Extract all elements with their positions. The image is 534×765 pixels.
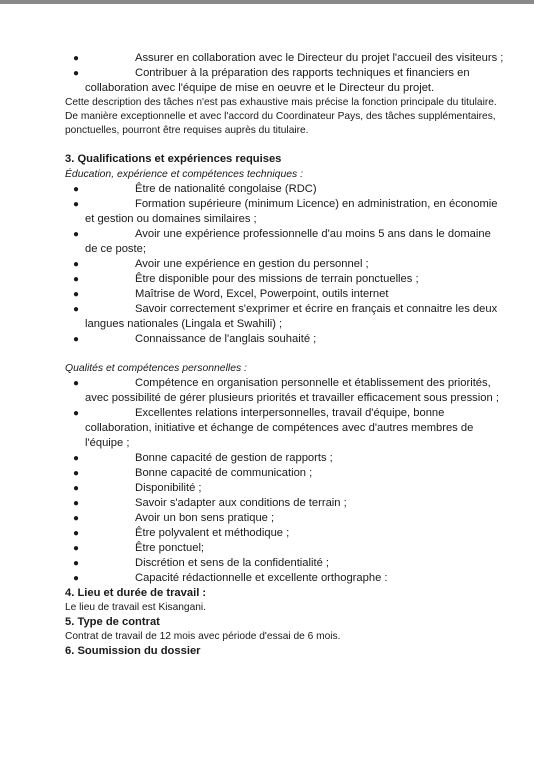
bullet-icon: ● xyxy=(73,184,80,195)
personal-qualities-subheading: Qualités et compétences personnelles : xyxy=(65,363,247,374)
list-item-text: Capacité rédactionnelle et excellente orthographe : xyxy=(135,572,388,584)
list-item xyxy=(65,227,505,257)
list-item xyxy=(65,466,505,481)
list-item-text: Assurer en collaboration avec le Directeur du projet l'accueil des visiteurs ; xyxy=(135,52,504,64)
section-5-heading: 5. Type de contrat xyxy=(65,616,160,628)
list-item-text: Être ponctuel; xyxy=(135,542,205,554)
window-top-edge xyxy=(0,0,534,4)
exception-note: De manière exceptionnelle et avec l'accord du Coordinateur Pays, des tâches supplémentaires, ponctuelles, pourront être requises auprès du titulaire. xyxy=(65,111,496,136)
section-4-heading: 4. Lieu et durée de travail : xyxy=(65,587,207,599)
bullet-icon: ● xyxy=(73,483,80,494)
bullet-icon: ● xyxy=(73,498,80,509)
list-item-text: Bonne capacité de gestion de rapports ; xyxy=(135,452,333,464)
list-item-text: Compétence en organisation personnelle et établissement des priorités, avec possibilité de gérer plusieurs priorités et travailler efficacement sous pression ; xyxy=(85,377,499,404)
list-item xyxy=(65,526,505,541)
intro-task-list xyxy=(65,51,505,96)
document-page xyxy=(65,51,505,659)
list-item-text: Bonne capacité de communication ; xyxy=(135,467,313,479)
list-item xyxy=(65,376,505,406)
contract-text: Contrat de travail de 12 mois avec période d'essai de 6 mois. xyxy=(65,631,341,642)
list-item xyxy=(65,66,505,96)
list-item-text: Maîtrise de Word, Excel, Powerpoint, outils internet xyxy=(135,288,389,300)
section-6-heading: 6. Soumission du dossier xyxy=(65,645,201,657)
list-item xyxy=(65,287,505,302)
list-item-text: Disponibilité ; xyxy=(135,482,202,494)
list-item xyxy=(65,541,505,556)
list-item xyxy=(65,496,505,511)
bullet-icon: ● xyxy=(73,68,80,79)
list-item xyxy=(65,451,505,466)
list-item-text: Contribuer à la préparation des rapports techniques et financiers en collaboration avec l'équipe de mise en oeuvre et le Directeur du projet. xyxy=(85,67,470,94)
bullet-icon: ● xyxy=(73,334,80,345)
work-location-text: Le lieu de travail est Kisangani. xyxy=(65,602,207,613)
list-item xyxy=(65,481,505,496)
bullet-icon: ● xyxy=(73,274,80,285)
list-item xyxy=(65,182,505,197)
bullet-icon: ● xyxy=(73,573,80,584)
list-item-text: Excellentes relations interpersonnelles, travail d'équipe, bonne collaboration, initiative et échange de compétences avec d'autres membres de l'équipe ; xyxy=(85,407,474,449)
section-3-heading: 3. Qualifications et expériences requises xyxy=(65,153,282,165)
list-item xyxy=(65,272,505,287)
education-subheading: Éducation, expérience et compétences techniques : xyxy=(65,169,303,180)
list-item-text: Être de nationalité congolaise (RDC) xyxy=(135,183,317,195)
bullet-icon: ● xyxy=(73,289,80,300)
bullet-icon: ● xyxy=(73,558,80,569)
list-item-text: Avoir une expérience en gestion du personnel ; xyxy=(135,258,369,270)
list-item xyxy=(65,571,505,586)
list-item xyxy=(65,332,505,347)
bullet-icon: ● xyxy=(73,513,80,524)
bullet-icon: ● xyxy=(73,453,80,464)
list-item-text: Avoir une expérience professionnelle d'au moins 5 ans dans le domaine de ce poste; xyxy=(85,228,491,255)
bullet-icon: ● xyxy=(73,229,80,240)
qualifications-list xyxy=(65,182,505,347)
bullet-icon: ● xyxy=(73,543,80,554)
list-item-text: Avoir un bon sens pratique ; xyxy=(135,512,275,524)
list-item xyxy=(65,511,505,526)
list-item-text: Discrétion et sens de la confidentialité ; xyxy=(135,557,330,569)
bullet-icon: ● xyxy=(73,468,80,479)
bullet-icon: ● xyxy=(73,304,80,315)
list-item-text: Savoir correctement s'exprimer et écrire en français et connaitre les deux langues nationales (Lingala et Swahili) ; xyxy=(85,303,498,330)
bullet-icon: ● xyxy=(73,259,80,270)
bullet-icon: ● xyxy=(73,199,80,210)
bullet-icon: ● xyxy=(73,378,80,389)
list-item xyxy=(65,197,505,227)
list-item-text: Formation supérieure (minimum Licence) en administration, en économie et gestion ou domaines similaires ; xyxy=(85,198,498,225)
bullet-icon: ● xyxy=(73,528,80,539)
bullet-icon: ● xyxy=(73,53,80,64)
bullet-icon: ● xyxy=(73,408,80,419)
list-item xyxy=(65,302,505,332)
list-item xyxy=(65,51,505,66)
list-item-text: Connaissance de l'anglais souhaité ; xyxy=(135,333,317,345)
list-item-text: Être disponible pour des missions de terrain ponctuelles ; xyxy=(135,273,419,285)
list-item xyxy=(65,556,505,571)
personal-qualities-list xyxy=(65,376,505,586)
list-item-text: Savoir s'adapter aux conditions de terrain ; xyxy=(135,497,347,509)
list-item xyxy=(65,257,505,272)
scope-note: Cette description des tâches n'est pas exhaustive mais précise la fonction principale du titulaire. xyxy=(65,97,497,108)
list-item xyxy=(65,406,505,451)
list-item-text: Être polyvalent et méthodique ; xyxy=(135,527,290,539)
